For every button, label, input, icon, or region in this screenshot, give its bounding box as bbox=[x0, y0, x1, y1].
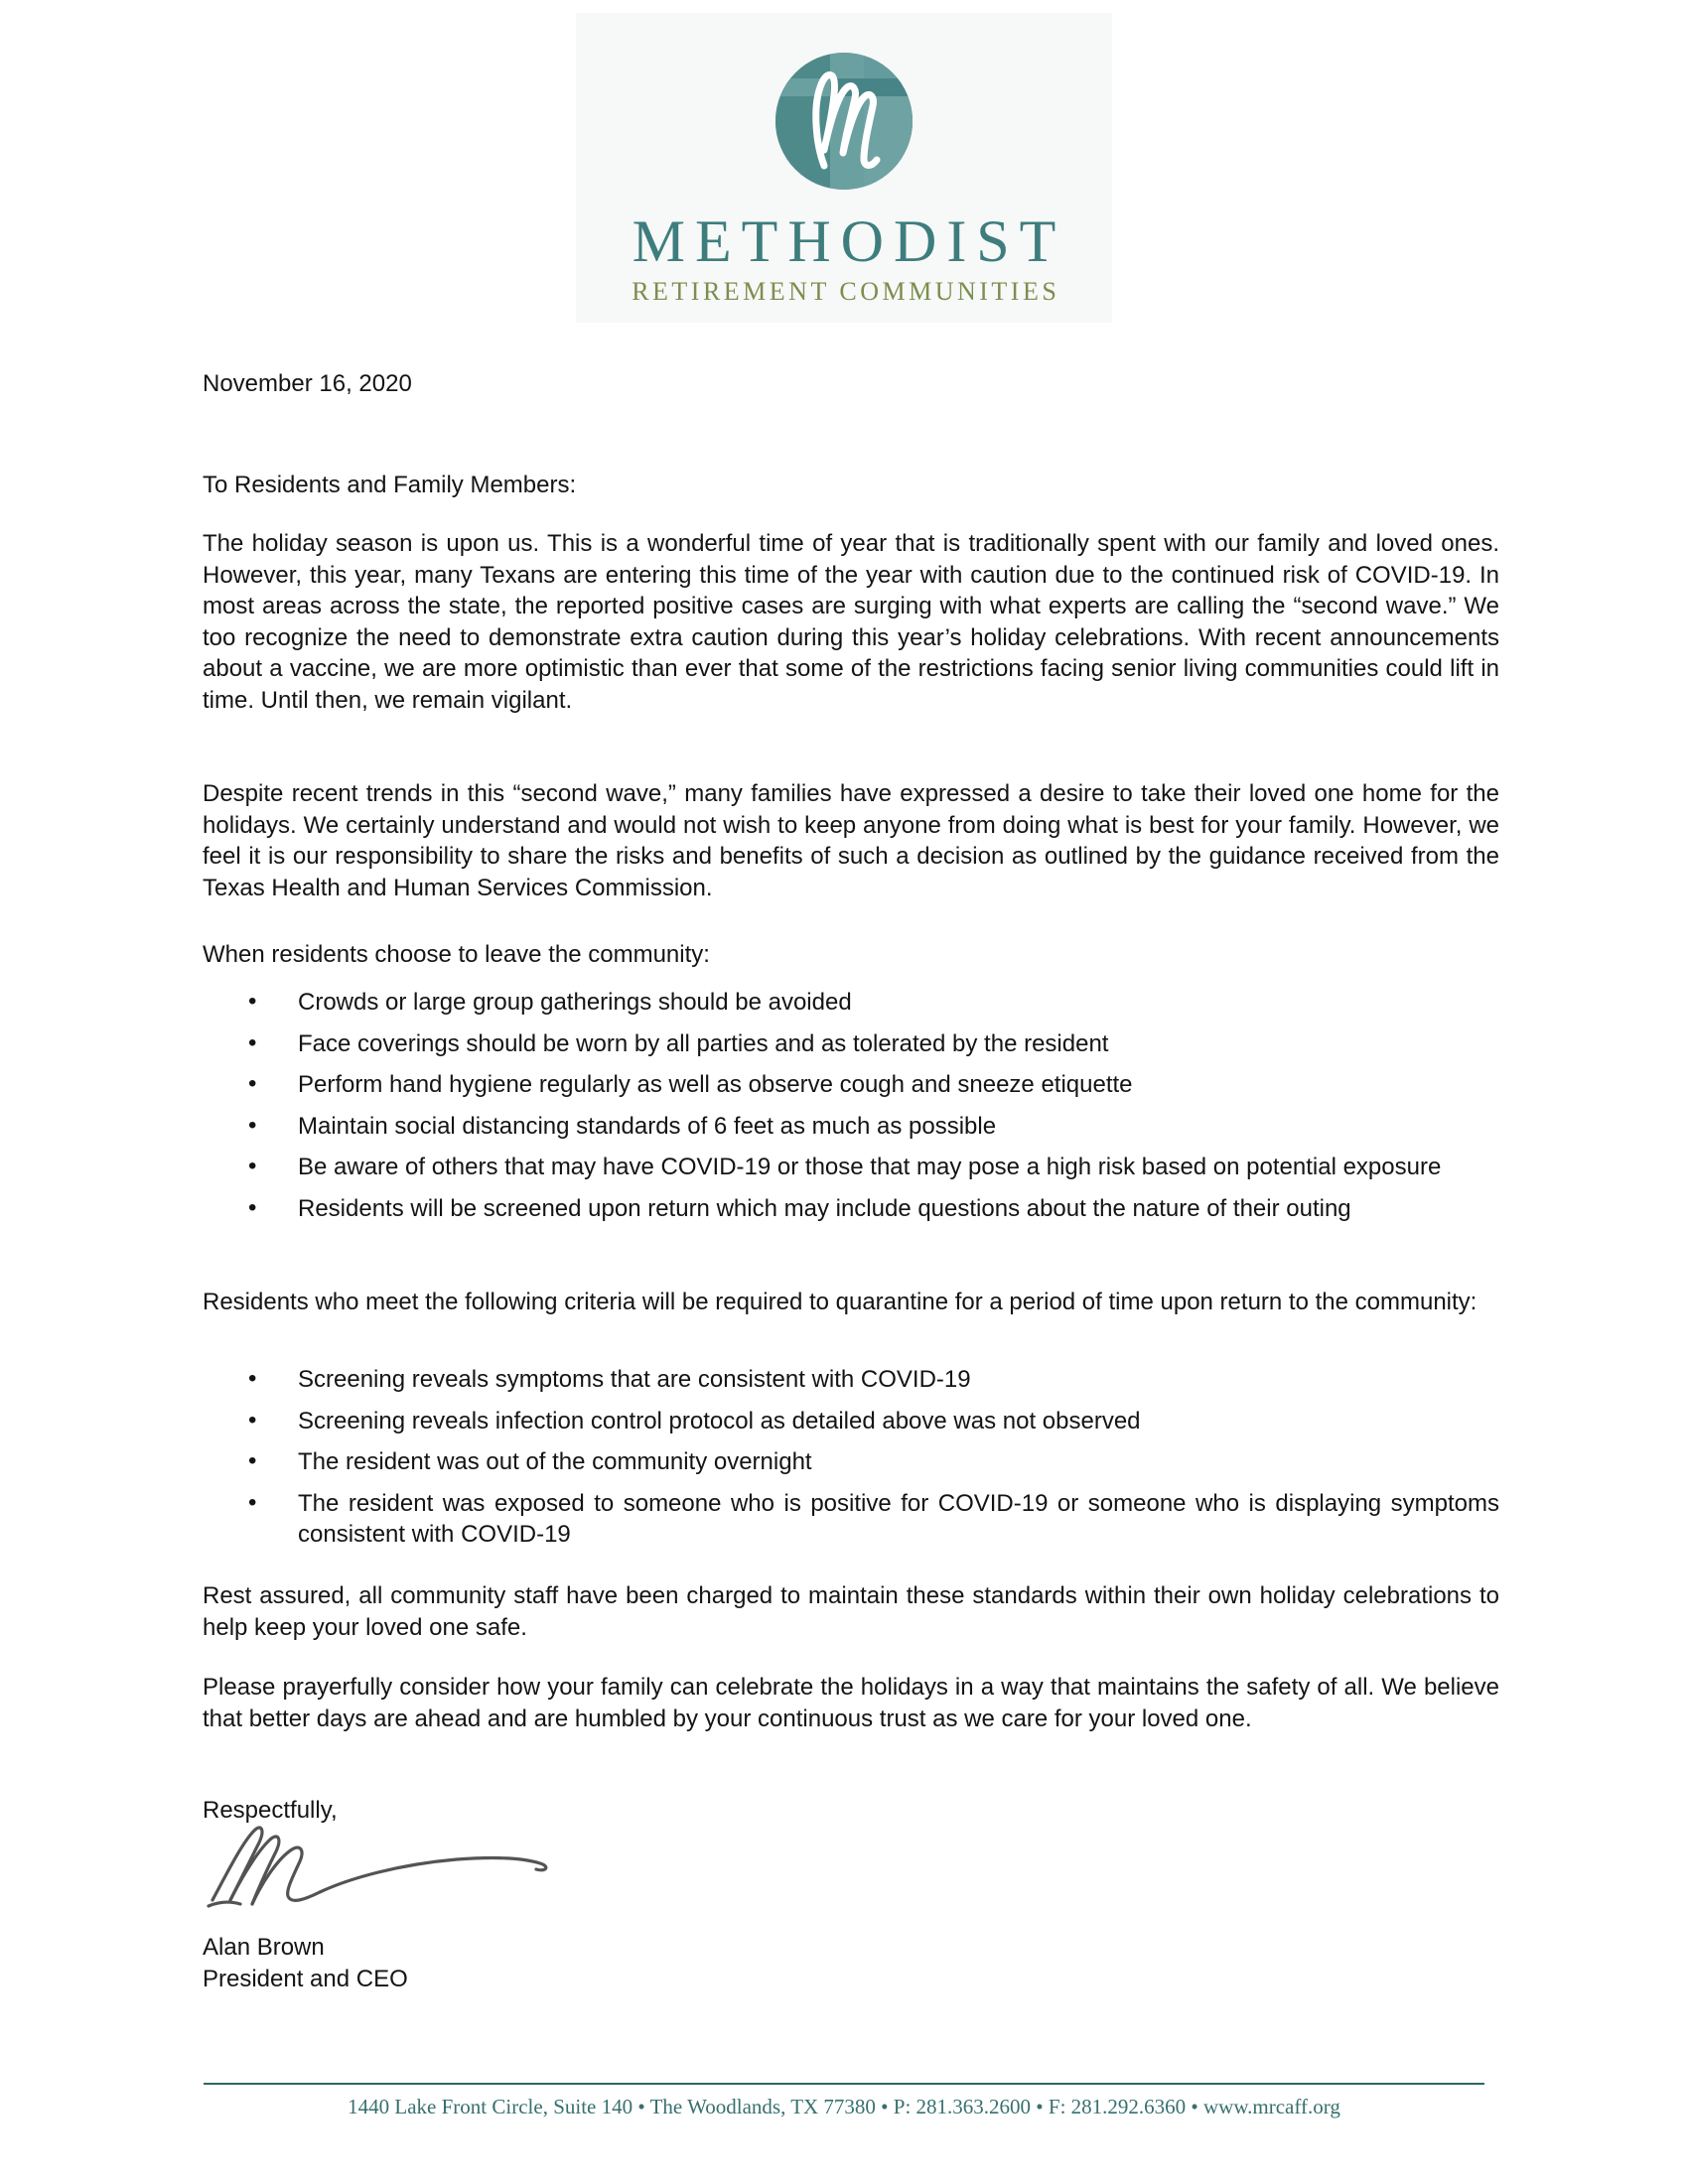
bullet-icon: • bbox=[248, 1028, 257, 1056]
bullet-icon: • bbox=[248, 1488, 257, 1516]
date-line: November 16, 2020 bbox=[203, 370, 412, 397]
salutation: To Residents and Family Members: bbox=[203, 472, 577, 498]
list-item-text: Face coverings should be worn by all parties and as tolerated by the resident bbox=[298, 1029, 1109, 1057]
paragraph-2: Despite recent trends in this “second wave,” many families have expressed a desire to take their loved one home for the holidays. We certainly understand and would not wish to keep anyone from doing what is best for your family. However, we feel it is our responsibility to share the risks and benefits of such a decision as outlined by the guidance received from the Texas Health and Human Services Commission. bbox=[203, 780, 1499, 901]
section1-intro: When residents choose to leave the community: bbox=[203, 941, 710, 968]
signature-image bbox=[199, 1817, 576, 1923]
list-item-text: Residents will be screened upon return which may include questions about the nature of their outing bbox=[298, 1194, 1351, 1222]
list-item-text: The resident was out of the community overnight bbox=[298, 1448, 812, 1475]
bullet-icon: • bbox=[248, 1070, 257, 1097]
closing-paragraph-1: Rest assured, all community staff have been charged to maintain these standards within their own holiday celebrations to help keep your loved one safe. bbox=[203, 1582, 1499, 1641]
bullet-icon: • bbox=[248, 1193, 257, 1221]
bullet-icon: • bbox=[248, 1153, 257, 1179]
footer-contact-line: 1440 Lake Front Circle, Suite 140 • The Woodlands, TX 77380 • P: 281.363.2600 • F: 281.292.6360 • www.mrcaff.org bbox=[348, 2095, 1340, 2118]
list-item bbox=[203, 1111, 1499, 1143]
mrc-logo-icon bbox=[774, 49, 914, 194]
list-item bbox=[203, 1069, 1499, 1101]
list-item-text: The resident was exposed to someone who is positive for COVID-19 or someone who is displaying symptoms consistent with COVID-19 bbox=[298, 1489, 1499, 1548]
brand-tagline: RETIREMENT COMMUNITIES bbox=[632, 277, 1060, 306]
section1-bullet-list bbox=[203, 987, 1499, 1234]
list-item-text: Screening reveals symptoms that are consistent with COVID-19 bbox=[298, 1366, 971, 1393]
list-item bbox=[203, 1152, 1499, 1183]
signer-block bbox=[203, 1932, 1499, 1994]
list-item bbox=[203, 1364, 1499, 1396]
brand-name: METHODIST bbox=[632, 208, 1066, 274]
list-item bbox=[203, 1028, 1499, 1060]
closing-paragraph-2: Please prayerfully consider how your family can celebrate the holidays in a way that maintains the safety of all. We believe that better days are ahead and are humbled by your continuous trust as we care for your loved one. bbox=[203, 1674, 1499, 1732]
list-item bbox=[203, 1406, 1499, 1437]
list-item bbox=[203, 1488, 1499, 1551]
bullet-icon: • bbox=[248, 988, 257, 1015]
list-item bbox=[203, 987, 1499, 1019]
valediction: Respectfully, bbox=[203, 1797, 338, 1824]
paragraph-1: The holiday season is upon us. This is a wonderful time of year that is traditionally spent with our family and loved ones. However, this year, many Texans are entering this time of the year with caution due to the continued risk of COVID-19. In most areas across the state, the reported positive cases are surging with what experts are calling the “second wave.” We too recognize the need to demonstrate extra caution during this year’s holiday celebrations. With recent announcements about a vaccine, we are more optimistic than ever that some of the restrictions facing senior living communities could lift in time. Until then, we remain vigilant. bbox=[203, 530, 1499, 714]
section2-intro: Residents who meet the following criteria will be required to quarantine for a period of time upon return to the community: bbox=[203, 1289, 1477, 1315]
list-item-text: Screening reveals infection control protocol as detailed above was not observed bbox=[298, 1407, 1141, 1434]
bullet-icon: • bbox=[248, 1447, 257, 1474]
letterhead bbox=[576, 13, 1112, 323]
list-item bbox=[203, 1193, 1499, 1225]
signer-name: Alan Brown bbox=[203, 1934, 325, 1961]
list-item-text: Crowds or large group gatherings should be avoided bbox=[298, 989, 852, 1016]
list-item-text: Perform hand hygiene regularly as well as observe cough and sneeze etiquette bbox=[298, 1071, 1133, 1098]
list-item-text: Be aware of others that may have COVID-19 or those that may pose a high risk based on potential exposure bbox=[298, 1154, 1442, 1180]
signer-title: President and CEO bbox=[203, 1965, 408, 1992]
bullet-icon: • bbox=[248, 1365, 257, 1392]
list-item bbox=[203, 1446, 1499, 1478]
section2-bullet-list bbox=[203, 1364, 1499, 1561]
footer-divider bbox=[204, 2083, 1484, 2085]
bullet-icon: • bbox=[248, 1111, 257, 1139]
bullet-icon: • bbox=[248, 1406, 257, 1433]
list-item-text: Maintain social distancing standards of 6 feet as much as possible bbox=[298, 1112, 997, 1140]
